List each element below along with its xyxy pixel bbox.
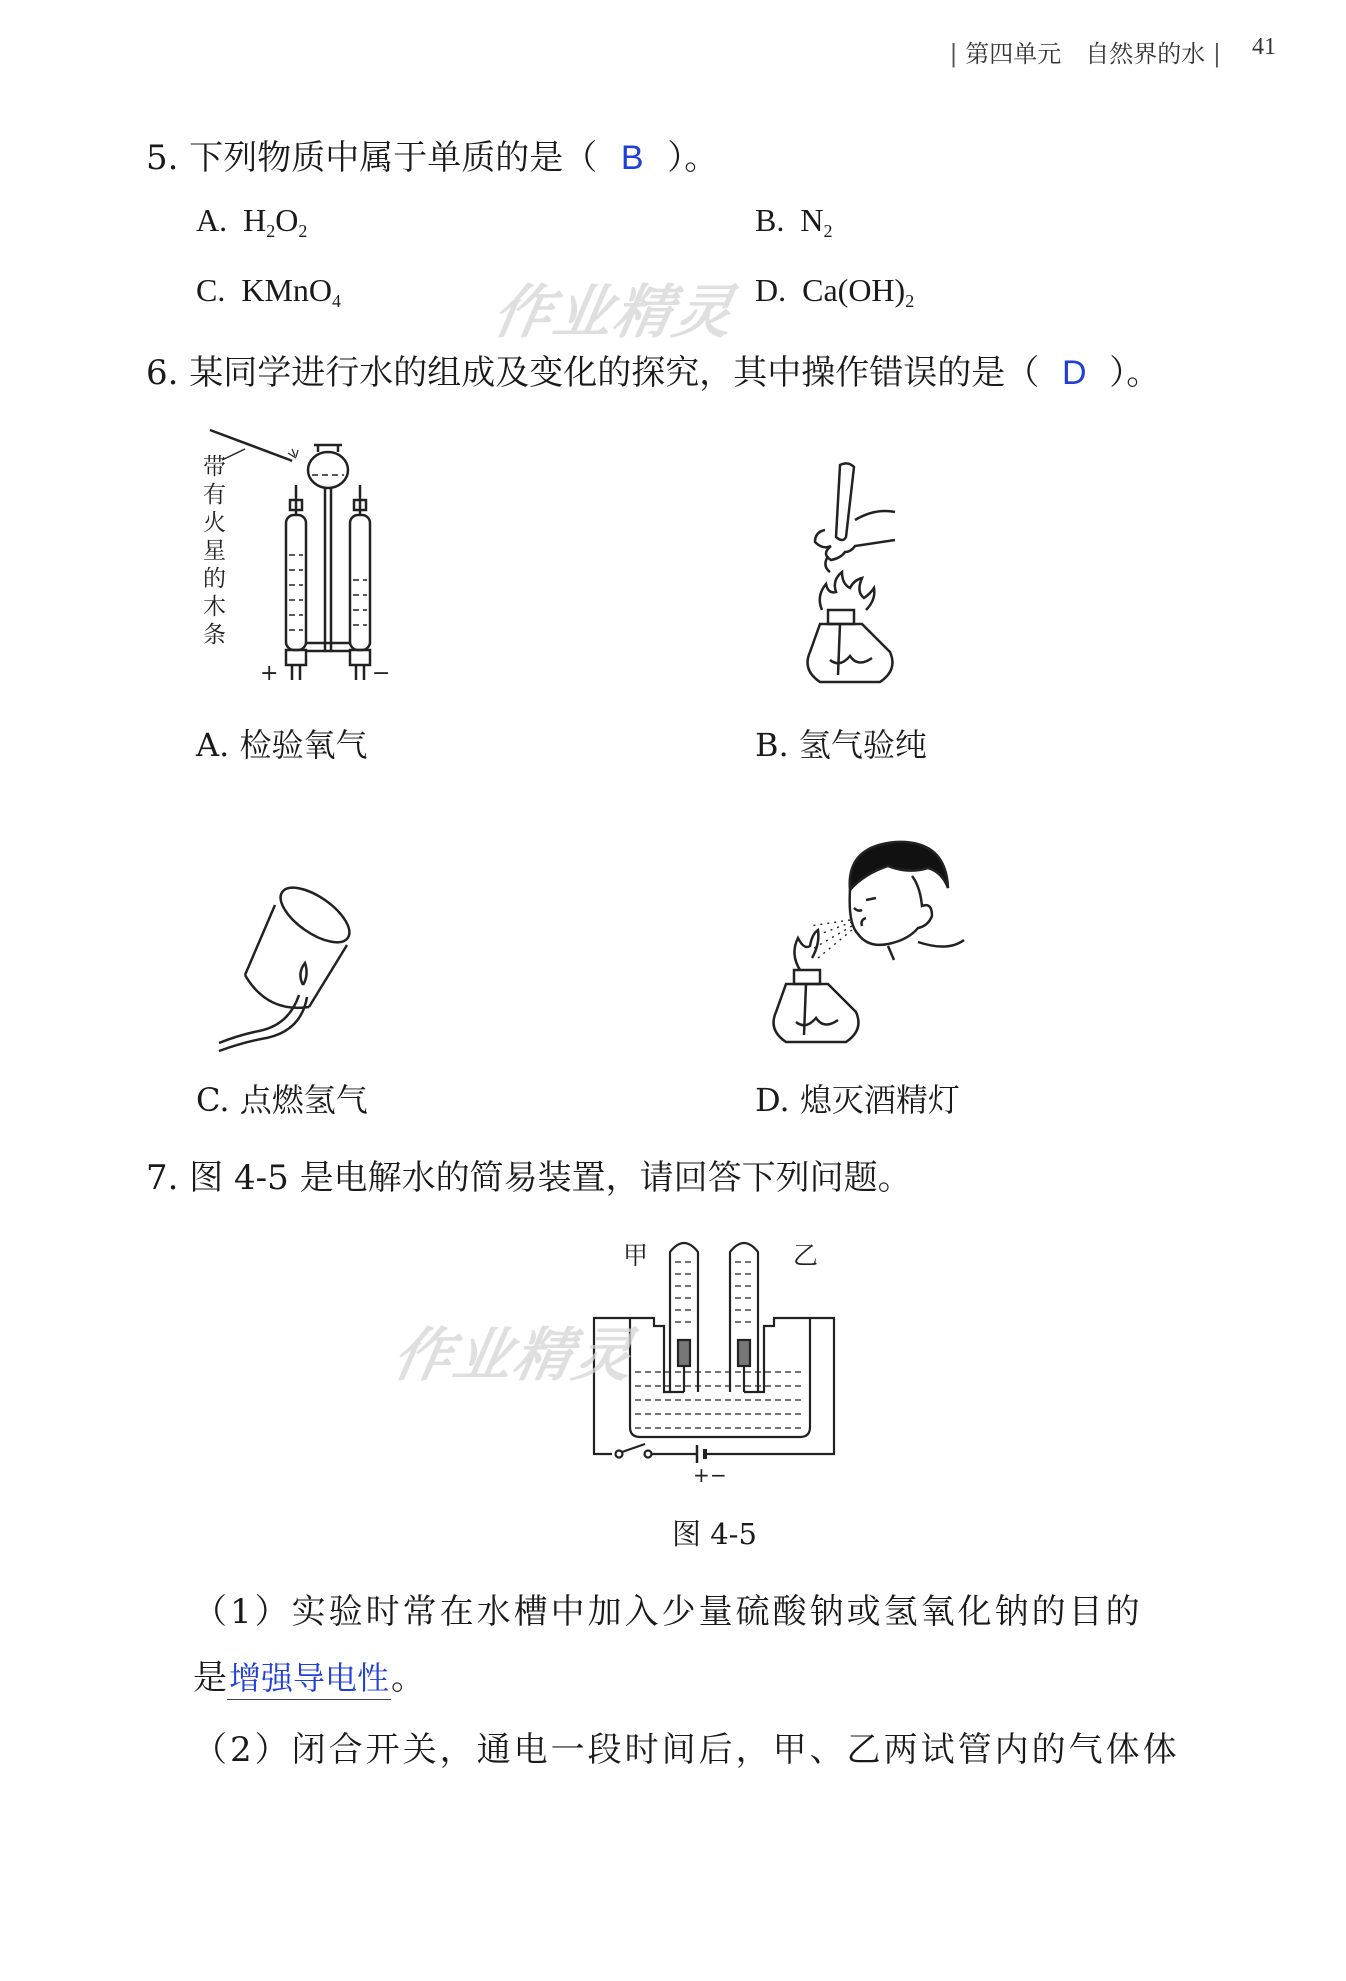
stick-label-6: 木 (203, 594, 226, 620)
figure-4-5-caption: 图 4-5 (672, 1517, 757, 1551)
section-header: | 第四单元 自然界的水 | (949, 40, 1221, 68)
battery-plus: + (693, 1463, 710, 1487)
question-7-1-line1: （1）实验时常在水槽中加入少量硫酸钠或氢氧化钠的目的 (193, 1592, 1143, 1632)
page-number: 41 (1252, 34, 1276, 60)
answer-6: D (1061, 354, 1087, 392)
question-7-1-line2: 是增强导电性。 (193, 1650, 425, 1700)
option-5c: C. KMnO$_4$ (196, 272, 342, 311)
caption-6b: B. 氢气验纯 (755, 726, 927, 764)
answer-5: B (620, 139, 644, 177)
question-6-stem: 6. 某同学进行水的组成及变化的探究，其中操作错误的是（ D ）。 (146, 353, 1161, 393)
battery-minus: − (710, 1463, 727, 1487)
section-title: 第四单元 自然界的水 (965, 40, 1206, 68)
caption-6a: A. 检验氧气 (196, 726, 368, 764)
stick-label-3: 火 (203, 510, 226, 536)
tube-label-yi: 乙 (793, 1241, 819, 1270)
stick-label-2: 有 (203, 482, 226, 508)
stick-label-4: 星 (203, 538, 226, 564)
option-5d: D. $Ca(OH)_2$ (755, 272, 915, 311)
caption-6d: D. 熄灭酒精灯 (755, 1081, 960, 1119)
watermark: 作业精灵 (488, 278, 741, 346)
figure-6c-ignite-hydrogen (215, 885, 385, 1055)
option-5a: A. $H_2O_2$ (196, 202, 308, 241)
watermark-2: 作业精灵 (388, 1321, 641, 1389)
caption-6c: C. 点燃氢气 (196, 1081, 368, 1119)
option-5b: B. $N_2$ (755, 202, 833, 241)
plus-sign: + (260, 661, 279, 686)
stick-label-7: 条 (203, 622, 226, 648)
answer-7-1: 增强导电性 (227, 1653, 391, 1700)
tube-label-jia: 甲 (623, 1241, 649, 1270)
figure-6d-blowout-lamp (770, 830, 1030, 1060)
question-7-2-line1: （2）闭合开关，通电一段时间后，甲、乙两试管内的气体体 (193, 1730, 1180, 1770)
minus-sign: − (372, 661, 391, 686)
figure-6a-electrolysis (200, 425, 420, 705)
stick-label-5: 的 (203, 566, 226, 592)
figure-6b-hydrogen-test (770, 460, 930, 700)
stick-label-1: 带 (203, 454, 226, 480)
question-7-stem: 7. 图 4-5 是电解水的简易装置，请回答下列问题。 (146, 1158, 912, 1198)
question-5-stem: 5. 下列物质中属于单质的是（ B ）。 (146, 138, 719, 178)
